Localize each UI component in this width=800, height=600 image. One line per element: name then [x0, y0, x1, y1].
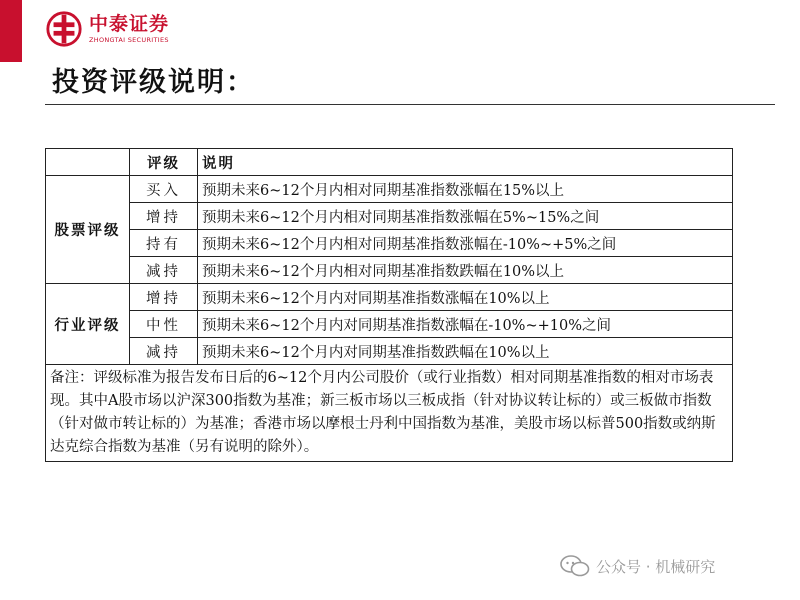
- description-cell: 预期未来6~12个月内相对同期基准指数涨幅在-10%~+5%之间: [198, 230, 733, 257]
- header-blank-cell: [46, 149, 130, 176]
- title-divider: [45, 104, 775, 105]
- rating-cell: 减持: [130, 338, 198, 365]
- brand-name-cn: 中泰证券: [89, 13, 170, 35]
- header-description: 说明: [198, 149, 733, 176]
- table-row: [46, 230, 733, 257]
- rating-cell: 中性: [130, 311, 198, 338]
- description-cell: 预期未来6~12个月内相对同期基准指数涨幅在15%以上: [198, 176, 733, 203]
- description-cell: 预期未来6~12个月内相对同期基准指数涨幅在5%~15%之间: [198, 203, 733, 230]
- description-cell: 预期未来6~12个月内对同期基准指数涨幅在10%以上: [198, 284, 733, 311]
- rating-cell: 增持: [130, 284, 198, 311]
- rating-cell: 减持: [130, 257, 198, 284]
- table-header-row: [46, 149, 733, 176]
- description-cell: 预期未来6~12个月内相对同期基准指数跌幅在10%以上: [198, 257, 733, 284]
- page-title: 投资评级说明：: [52, 67, 255, 98]
- category-industry-rating: 行业评级: [46, 284, 130, 365]
- table-row: [46, 338, 733, 365]
- wechat-watermark: [560, 555, 715, 577]
- rating-cell: 买入: [130, 176, 198, 203]
- rating-cell: 增持: [130, 203, 198, 230]
- description-cell: 预期未来6~12个月内对同期基准指数跌幅在10%以上: [198, 338, 733, 365]
- company-logo: [45, 10, 169, 48]
- brand-name-en: ZHONGTAI SECURITIES: [89, 36, 169, 44]
- wechat-icon: [560, 555, 590, 577]
- brand-accent-bar: [0, 0, 22, 62]
- watermark-text: 公众号 · 机械研究: [596, 557, 716, 576]
- zhongtai-logo-icon: [45, 10, 83, 48]
- description-cell: 预期未来6~12个月内对同期基准指数涨幅在-10%~+10%之间: [198, 311, 733, 338]
- notes-text: 备注：评级标准为报告发布日后的6~12个月内公司股价（或行业指数）相对同期基准指数的相对市场表现。其中A股市场以沪深300指数为基准；新三板市场以三板成指（针对协议转让标的）或三板做市指数（针对做市转让标的）为基准；香港市场以摩根士丹利中国指数为基准，美股市场以标普500指数或纳斯达克综合指数为基准（另有说明的除外）。: [46, 365, 733, 462]
- header-rating: 评级: [130, 149, 198, 176]
- notes-row: [46, 365, 733, 462]
- table-row: [46, 257, 733, 284]
- table-row: [46, 203, 733, 230]
- rating-cell: 持有: [130, 230, 198, 257]
- table-row: [46, 176, 733, 203]
- table-row: [46, 311, 733, 338]
- table-row: [46, 284, 733, 311]
- category-stock-rating: 股票评级: [46, 176, 130, 284]
- rating-table: [45, 148, 733, 462]
